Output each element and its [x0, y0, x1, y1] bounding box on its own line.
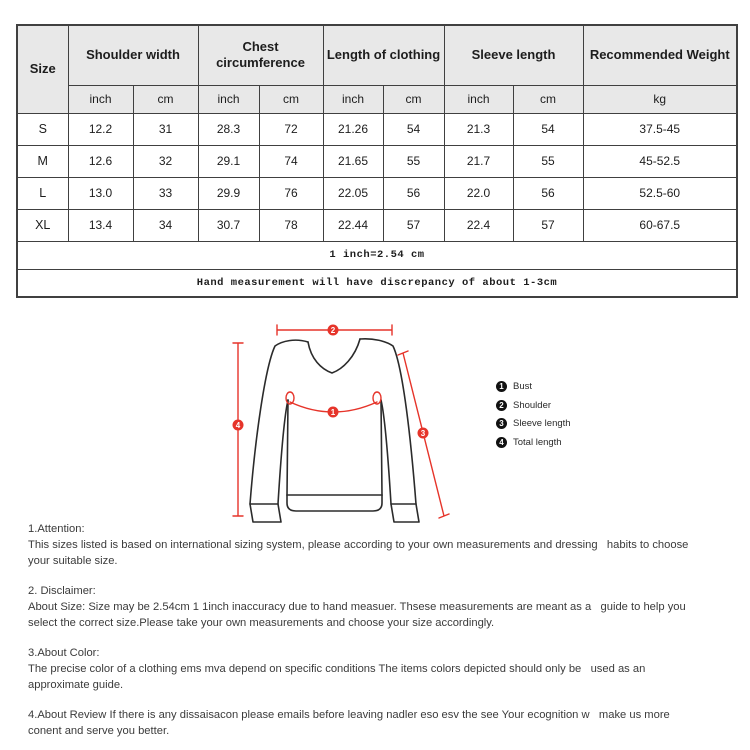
table-footnote-row — [17, 269, 737, 297]
value-cell: 56 — [383, 177, 444, 209]
note-line: select the correct size.Please take your own measurements and choose your size accordingly. — [28, 617, 495, 629]
table-header-row — [17, 25, 737, 85]
value-cell: 57 — [513, 209, 583, 241]
body-right-line — [381, 400, 382, 495]
value-cell: 22.44 — [323, 209, 383, 241]
note-heading: 3.About Color: — [28, 647, 100, 659]
value-cell: 32 — [133, 145, 198, 177]
value-cell: 13.0 — [68, 177, 133, 209]
value-cell: 33 — [133, 177, 198, 209]
size-cell: S — [17, 113, 68, 145]
legend-item-shoulder — [496, 400, 571, 411]
sweater-outline — [250, 339, 419, 522]
hem-band — [287, 495, 382, 511]
value-cell: 37.5-45 — [583, 113, 737, 145]
note-block-about-review — [28, 707, 744, 739]
legend-item-total-length — [496, 437, 571, 448]
value-cell: 21.3 — [444, 113, 513, 145]
value-cell: 30.7 — [198, 209, 259, 241]
value-cell: 54 — [383, 113, 444, 145]
note-heading: 2. Disclaimer: — [28, 585, 96, 597]
footnote-hand-measurement: Hand measurement will have discrepancy of about 1-3cm — [17, 269, 737, 297]
sleeve-marker-number: 3 — [420, 429, 426, 438]
value-cell: 12.6 — [68, 145, 133, 177]
table-units-row — [17, 85, 737, 113]
size-cell: L — [17, 177, 68, 209]
value-cell: 21.26 — [323, 113, 383, 145]
value-cell: 31 — [133, 113, 198, 145]
value-cell: 22.0 — [444, 177, 513, 209]
value-cell: 56 — [513, 177, 583, 209]
unit-cell: kg — [583, 85, 737, 113]
value-cell: 45-52.5 — [583, 145, 737, 177]
value-cell: 55 — [513, 145, 583, 177]
value-cell: 28.3 — [198, 113, 259, 145]
note-line: This sizes listed is based on international sizing system, please according to your own measurements and dressing habits to choose — [28, 539, 689, 551]
left-cuff — [250, 504, 281, 522]
value-cell: 74 — [259, 145, 323, 177]
legend-item-sleeve-length — [496, 418, 571, 429]
value-cell: 72 — [259, 113, 323, 145]
value-cell: 78 — [259, 209, 323, 241]
header-cell-shoulder: Shoulder width — [68, 25, 198, 85]
value-cell: 22.05 — [323, 177, 383, 209]
right-sleeve-outer-line — [360, 339, 416, 504]
value-cell: 22.4 — [444, 209, 513, 241]
unit-cell: inch — [323, 85, 383, 113]
measurement-lines — [233, 325, 449, 518]
size-chart-table — [16, 24, 738, 298]
note-block-disclaimer — [28, 583, 744, 631]
unit-cell: inch — [444, 85, 513, 113]
value-cell: 52.5-60 — [583, 177, 737, 209]
legend-label: Shoulder — [513, 399, 552, 411]
table-row — [17, 145, 737, 177]
table-row — [17, 177, 737, 209]
value-cell: 29.1 — [198, 145, 259, 177]
legend-label: Sleeve length — [513, 418, 571, 429]
note-line: The precise color of a clothing ems mva depend on specific conditions The items colors depicted should only be used as an — [28, 663, 646, 675]
legend-bullet-4: 4 — [496, 437, 507, 448]
legend-bullet-2: 2 — [496, 400, 507, 411]
value-cell: 21.7 — [444, 145, 513, 177]
legend-item-bust — [496, 381, 571, 392]
legend-bullet-1: 1 — [496, 381, 507, 392]
unit-cell: cm — [133, 85, 198, 113]
unit-cell: cm — [383, 85, 444, 113]
note-block-about-color — [28, 645, 744, 693]
bust-marker-number: 1 — [330, 408, 336, 417]
note-line: your suitable size. — [28, 555, 118, 567]
note-line: 4.About Review If there is any dissaisacon please emails before leaving nadler eso esv the see Your ecognition w make us more — [28, 709, 670, 721]
measurement-markers — [233, 325, 429, 439]
header-cell-length: Length of clothing — [323, 25, 444, 85]
diagram-legend — [496, 381, 571, 455]
value-cell: 54 — [513, 113, 583, 145]
value-cell: 29.9 — [198, 177, 259, 209]
value-cell: 13.4 — [68, 209, 133, 241]
legend-label: Total length — [513, 436, 562, 448]
value-cell: 60-67.5 — [583, 209, 737, 241]
header-cell-sleeve: Sleeve length — [444, 25, 583, 85]
header-cell-weight: Recommended Weight — [583, 25, 737, 85]
value-cell: 34 — [133, 209, 198, 241]
sweater-measurement-diagram — [225, 315, 475, 530]
header-cell-size: Size — [17, 25, 68, 113]
note-line: conent and serve you better. — [28, 725, 170, 737]
collar-line — [308, 339, 360, 373]
right-cuff — [391, 504, 419, 522]
note-heading: 1.Attention: — [28, 523, 85, 535]
note-block-attention — [28, 521, 744, 569]
note-line: About Size: Size may be 2.54cm 1 1inch inaccuracy due to hand measuer. Thsese measurements are meant as a guide to help you — [28, 601, 686, 613]
legend-label: Bust — [513, 381, 533, 392]
table-row — [17, 113, 737, 145]
value-cell: 57 — [383, 209, 444, 241]
unit-cell: cm — [259, 85, 323, 113]
value-cell: 55 — [383, 145, 444, 177]
body-left-line — [287, 400, 288, 495]
table-footnote-row — [17, 241, 737, 269]
size-cell: XL — [17, 209, 68, 241]
shoulder-marker-number: 2 — [330, 326, 336, 335]
footnote-inch-conversion: 1 inch=2.54 cm — [17, 241, 737, 269]
value-cell: 76 — [259, 177, 323, 209]
unit-cell: inch — [198, 85, 259, 113]
legend-bullet-3: 3 — [496, 418, 507, 429]
value-cell: 12.2 — [68, 113, 133, 145]
total-length-marker-number: 4 — [235, 421, 241, 430]
table-row — [17, 209, 737, 241]
unit-cell: cm — [513, 85, 583, 113]
header-cell-chest: Chest circumference — [198, 25, 323, 85]
note-line: approximate guide. — [28, 679, 124, 691]
notes-section — [28, 521, 744, 750]
unit-cell: inch — [68, 85, 133, 113]
value-cell: 21.65 — [323, 145, 383, 177]
size-cell: M — [17, 145, 68, 177]
